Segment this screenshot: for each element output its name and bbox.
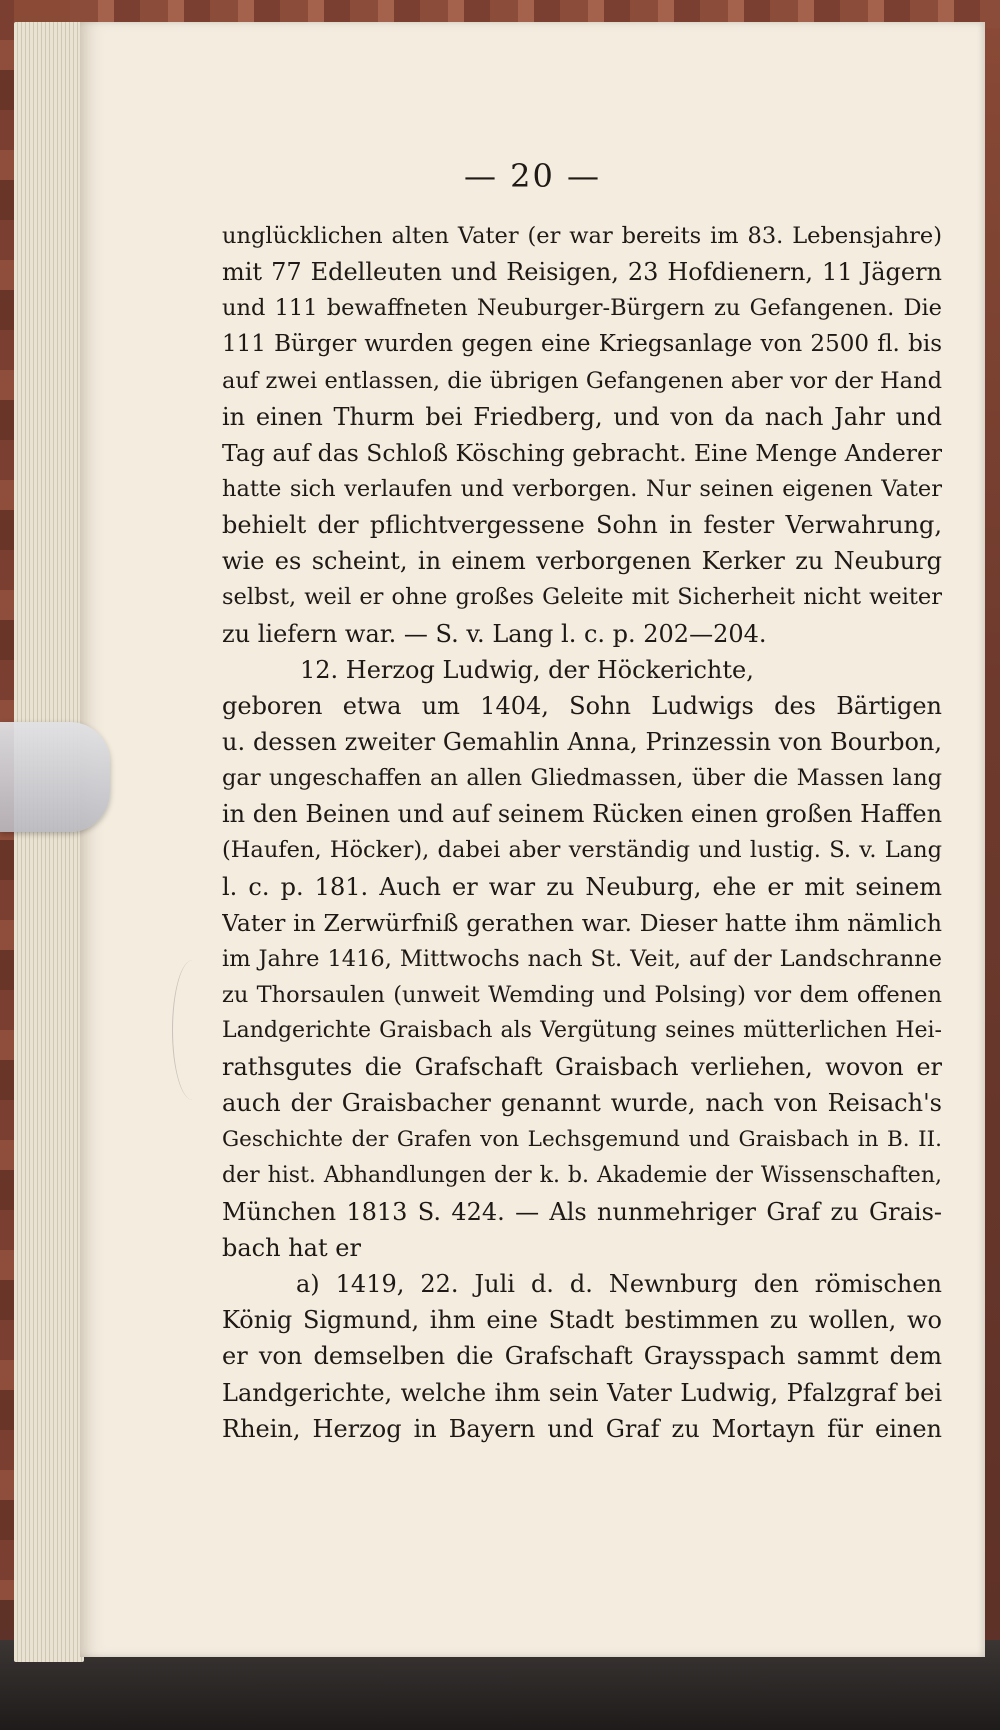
text-line: zu Thorsaulen (unweit Wemding und Polsing) vor dem offenen [222, 981, 942, 1008]
text-line: Vater in Zerwürfniß gerathen war. Dieser hatte ihm nämlich [222, 908, 942, 937]
text-line: rathsgutes die Grafschaft Graisbach verliehen, wovon er [222, 1053, 942, 1082]
list-item-a: a) 1419, 22. Juli d. d. Newnburg den römischen [296, 1270, 942, 1299]
margin-pencil-mark [172, 960, 213, 1100]
text-line: mit 77 Edelleuten und Reisigen, 23 Hofdienern, 11 Jägern [222, 258, 942, 287]
text-line: Rhein, Herzog in Bayern und Graf zu Mortayn für einen [222, 1414, 942, 1443]
text-line: unglücklichen alten Vater (er war bereits im 83. Lebensjahre) [222, 223, 942, 249]
text-line: in einen Thurm bei Friedberg, und von da nach Jahr und [222, 402, 942, 431]
text-line: Landgerichte, welche ihm sein Vater Ludwig, Pfalzgraf bei [222, 1378, 942, 1407]
text-line: behielt der pflichtvergessene Sohn in fester Verwahrung, [222, 511, 942, 540]
text-line: u. dessen zweiter Gemahlin Anna, Prinzessin von Bourbon, [222, 727, 942, 756]
text-line: (Haufen, Höcker), dabei aber verständig und lustig. S. v. Lang [222, 837, 942, 864]
page-stack-edges [14, 22, 84, 1662]
text-line: auf zwei entlassen, die übrigen Gefangenen aber vor der Hand [222, 367, 942, 394]
text-line: im Jahre 1416, Mittwochs nach St. Veit, auf der Landschranne [222, 945, 942, 972]
text-line: Landgerichte Graisbach als Vergütung seines mütterlichen Hei- [222, 1018, 942, 1044]
text-line: und 111 bewaffneten Neuburger-Bürgern zu Gefangenen. Die [222, 295, 942, 322]
text-line: Geschichte der Grafen von Lechsgemund und Graisbach in B. II. [222, 1126, 942, 1152]
text-line: l. c. p. 181. Auch er war zu Neuburg, ehe er mit seinem [222, 872, 942, 901]
text-line: in den Beinen und auf seinem Rücken einen großen Haffen [222, 800, 942, 829]
text-line: bach hat er [222, 1233, 361, 1262]
section-heading: 12. Herzog Ludwig, der Höckerichte, [300, 655, 754, 684]
page-clip [0, 722, 110, 832]
text-line: gar ungeschaffen an allen Gliedmassen, über die Massen lang [222, 765, 942, 792]
text-line: Tag auf das Schloß Kösching gebracht. Eine Menge Anderer [222, 438, 942, 467]
page-number: — 20 — [463, 157, 602, 195]
text-line: wie es scheint, in einem verborgenen Kerker zu Neuburg [222, 547, 942, 576]
text-line: geboren etwa um 1404, Sohn Ludwigs des Bärtigen [222, 691, 942, 720]
text-line: König Sigmund, ihm eine Stadt bestimmen zu wollen, wo [222, 1306, 942, 1335]
text-line: der hist. Abhandlungen der k. b. Akademie der Wissenschaften, [222, 1162, 942, 1188]
text-line: zu liefern war. — S. v. Lang l. c. p. 202—204. [222, 619, 767, 648]
text-line: 111 Bürger wurden gegen eine Kriegsanlage von 2500 fl. bis [222, 331, 942, 358]
text-line: München 1813 S. 424. — Als nunmehriger Graf zu Grais- [222, 1197, 942, 1226]
text-line: er von demselben die Grafschaft Graysspach sammt dem [222, 1342, 942, 1371]
text-line: selbst, weil er ohne großes Geleite mit Sicherheit nicht weiter [222, 584, 942, 611]
text-line: hatte sich verlaufen und verborgen. Nur seinen eigenen Vater [222, 475, 942, 502]
text-line: auch der Graisbacher genannt wurde, nach von Reisach's [222, 1089, 942, 1118]
body-text [222, 218, 942, 1447]
